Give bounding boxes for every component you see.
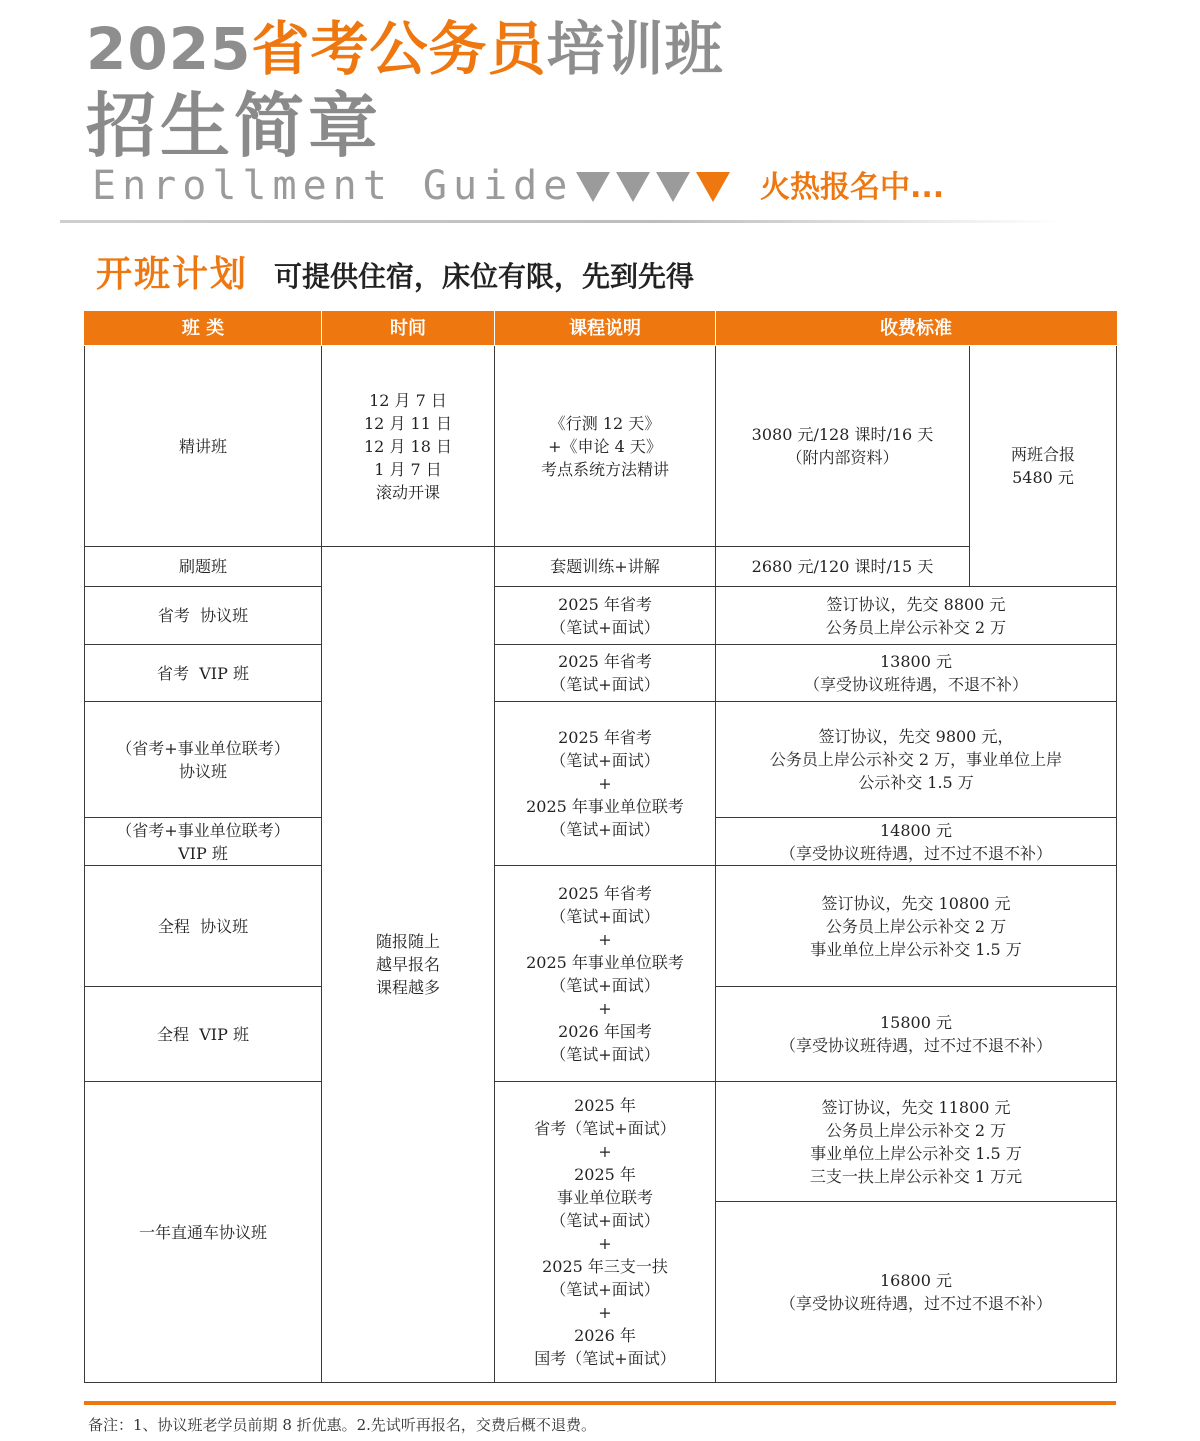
header-class: 班 类 — [85, 311, 322, 346]
course-desc: 2025 年省考 （笔试+面试） + 2025 年事业单位联考 （笔试+面试） — [495, 702, 716, 866]
section-header — [96, 246, 694, 297]
fee-desc: 16800 元 （享受协议班待遇，过不过不退不补） — [716, 1202, 1117, 1383]
fee-desc: 签订协议，先交 8800 元 公务员上岸公示补交 2 万 — [716, 587, 1117, 645]
title-rest: 培训班 — [546, 15, 724, 83]
table-row — [85, 587, 1117, 645]
header-divider — [60, 220, 1060, 223]
table-row — [85, 866, 1117, 987]
page-title-line2: 招生简章 — [86, 85, 382, 167]
footer-divider — [84, 1401, 1116, 1405]
course-desc: 2025 年省考 （笔试+面试） + 2025 年事业单位联考 （笔试+面试） + 2026 年国考 （笔试+面试） — [495, 866, 716, 1082]
header-course: 课程说明 — [495, 311, 716, 346]
course-desc: 2025 年省考 （笔试+面试） — [495, 587, 716, 645]
section-title: 开班计划 — [96, 254, 249, 295]
fee-desc: 15800 元 （享受协议班待遇，过不过不退不补） — [716, 987, 1117, 1082]
course-desc: 2025 年省考 （笔试+面试） — [495, 645, 716, 702]
fee-desc: 14800 元 （享受协议班待遇，过不过不退不补） — [716, 818, 1117, 866]
triangle-arrows-icon — [576, 172, 730, 202]
combo-fee: 两班合报 5480 元 — [970, 346, 1117, 587]
footnote: 备注：1、协议班老学员前期 8 折优惠。2.先试听再报名，交费后概不退费。 — [88, 1416, 596, 1434]
fee-desc: 签订协议，先交 11800 元 公务员上岸公示补交 2 万 事业单位上岸公示补交 1.5 万 三支一扶上岸公示补交 1 万元 — [716, 1082, 1117, 1202]
table-row — [85, 702, 1117, 818]
table-row — [85, 346, 1117, 547]
section-note: 可提供住宿，床位有限，先到先得 — [274, 260, 695, 293]
class-name: 省考 VIP 班 — [85, 645, 322, 702]
class-name: 全程 协议班 — [85, 866, 322, 987]
class-name: 全程 VIP 班 — [85, 987, 322, 1082]
course-desc: 套题训练+讲解 — [495, 547, 716, 587]
fee-desc: 签订协议，先交 9800 元， 公务员上岸公示补交 2 万，事业单位上岸 公示补交 1.5 万 — [716, 702, 1117, 818]
class-name: 省考 协议班 — [85, 587, 322, 645]
fee-desc: 3080 元/128 课时/16 天 （附内部资料） — [716, 346, 970, 547]
title-highlight: 省考公务员 — [251, 15, 547, 83]
triangle-down-icon — [656, 172, 690, 202]
title-year: 2025 — [86, 15, 252, 83]
class-plan-table — [84, 311, 1117, 1383]
rolling-enrollment: 随报随上 越早报名 课程越多 — [322, 547, 495, 1383]
class-name: 一年直通车协议班 — [85, 1082, 322, 1383]
class-name: 精讲班 — [85, 346, 322, 547]
fee-desc: 签订协议，先交 10800 元 公务员上岸公示补交 2 万 事业单位上岸公示补交 1.5 万 — [716, 866, 1117, 987]
page-title — [86, 14, 723, 84]
header-fee: 收费标准 — [716, 311, 1117, 346]
triangle-down-icon — [576, 172, 610, 202]
class-name: （省考+事业单位联考） 协议班 — [85, 702, 322, 818]
hot-enrolling-text: 火热报名中... — [760, 170, 945, 205]
course-desc: 《行测 12 天》 +《申论 4 天》 考点系统方法精讲 — [495, 346, 716, 547]
triangle-down-icon — [616, 172, 650, 202]
table-row — [85, 1082, 1117, 1202]
class-dates: 12 月 7 日 12 月 11 日 12 月 18 日 1 月 7 日 滚动开课 — [322, 346, 495, 547]
header-time: 时间 — [322, 311, 495, 346]
class-name: 刷题班 — [85, 547, 322, 587]
triangle-down-icon — [696, 172, 730, 202]
table-row — [85, 645, 1117, 702]
table-header-row — [85, 311, 1117, 346]
class-name: （省考+事业单位联考） VIP 班 — [85, 818, 322, 866]
fee-desc: 2680 元/120 课时/15 天 — [716, 547, 970, 587]
table-row — [85, 547, 1117, 587]
fee-desc: 13800 元 （享受协议班待遇，不退不补） — [716, 645, 1117, 702]
subtitle-english: Enrollment Guide — [92, 163, 574, 209]
course-desc: 2025 年 省考（笔试+面试） + 2025 年 事业单位联考 （笔试+面试） + 2025 年三支一扶 （笔试+面试） + 2026 年 国考（笔试+面试） — [495, 1082, 716, 1383]
